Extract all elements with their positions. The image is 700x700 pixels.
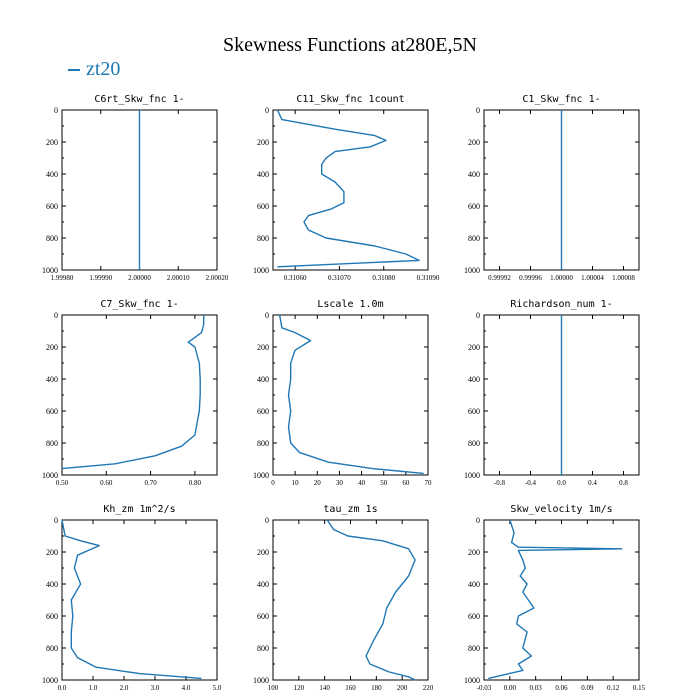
y-tick-label: 600	[468, 407, 480, 416]
y-tick-label: 200	[46, 343, 58, 352]
x-tick-label: 0.99996	[519, 274, 542, 282]
subplot-5	[253, 299, 432, 487]
y-tick-label: 600	[257, 612, 269, 621]
y-tick-label: 200	[468, 138, 480, 147]
series-line	[280, 315, 424, 473]
y-tick-label: 200	[468, 548, 480, 557]
y-tick-label: 1000	[253, 266, 269, 275]
legend-label: zt20	[86, 58, 121, 80]
subplot-title: Lscale 1.0m	[317, 299, 384, 310]
y-tick-label: 800	[468, 234, 480, 243]
y-tick-label: 400	[257, 170, 269, 179]
y-tick-label: 1000	[253, 676, 269, 685]
y-tick-label: 400	[46, 375, 58, 384]
x-tick-label: 1.00004	[581, 274, 604, 282]
x-tick-label: 0.31090	[416, 274, 440, 282]
x-tick-label: 30	[335, 479, 343, 487]
y-tick-label: 0	[476, 311, 480, 320]
y-tick-label: 0	[54, 516, 58, 525]
subplot-1	[42, 94, 229, 282]
y-tick-label: 800	[257, 644, 269, 653]
x-tick-label: 0.0	[557, 479, 566, 487]
y-tick-label: 600	[468, 612, 480, 621]
x-tick-label: 0.03	[529, 684, 542, 692]
subplot-7	[42, 504, 222, 692]
x-tick-label: 0.15	[632, 684, 646, 692]
y-tick-label: 400	[257, 580, 269, 589]
series-line	[488, 520, 622, 678]
y-tick-label: 800	[46, 644, 58, 653]
x-tick-label: 0.60	[100, 479, 113, 487]
y-tick-label: 0	[265, 311, 269, 320]
y-tick-label: 600	[257, 202, 269, 211]
x-tick-label: 0.80	[188, 479, 201, 487]
x-tick-label: 2.00000	[128, 274, 151, 282]
x-tick-label: 0.4	[588, 479, 597, 487]
y-tick-label: 800	[46, 234, 58, 243]
y-tick-label: 800	[257, 234, 269, 243]
x-tick-label: 120	[293, 684, 305, 692]
x-tick-label: 1.99980	[50, 274, 74, 282]
y-tick-label: 200	[257, 138, 269, 147]
subplot-6	[464, 299, 639, 487]
x-tick-label: 0.50	[55, 479, 69, 487]
subplot-title: tau_zm 1s	[323, 504, 378, 515]
y-tick-label: 800	[257, 439, 269, 448]
y-tick-label: 200	[46, 138, 58, 147]
series-line	[62, 315, 204, 469]
y-tick-label: 400	[46, 170, 58, 179]
x-tick-label: 0.70	[144, 479, 157, 487]
y-tick-label: 400	[468, 170, 480, 179]
plot-frame	[484, 520, 639, 680]
x-tick-label: 0.99992	[488, 274, 511, 282]
y-tick-label: 600	[46, 202, 58, 211]
y-tick-label: 0	[54, 106, 58, 115]
x-tick-label: 0.09	[581, 684, 594, 692]
y-tick-label: 400	[257, 375, 269, 384]
y-tick-label: 800	[468, 644, 480, 653]
x-tick-label: 70	[424, 479, 432, 487]
plot-frame	[273, 110, 428, 270]
y-tick-label: 600	[46, 407, 58, 416]
y-tick-label: 600	[257, 407, 269, 416]
x-tick-label: 1.00008	[612, 274, 635, 282]
x-tick-label: 2.00020	[205, 274, 229, 282]
series-line	[327, 520, 415, 680]
subplot-3	[464, 94, 639, 282]
figure-title: Skewness Functions at280E,5N	[223, 34, 477, 56]
x-tick-label: 100	[267, 684, 279, 692]
subplot-4	[42, 299, 217, 487]
x-tick-label: 5.0	[212, 684, 222, 692]
x-tick-label: -0.8	[493, 479, 506, 487]
y-tick-label: 0	[476, 106, 480, 115]
x-tick-label: 3.0	[150, 684, 160, 692]
y-tick-label: 1000	[464, 266, 480, 275]
x-tick-label: 0.31080	[372, 274, 396, 282]
subplot-2	[253, 94, 440, 282]
y-tick-label: 400	[46, 580, 58, 589]
x-tick-label: 0.31070	[328, 274, 351, 282]
y-tick-label: 1000	[464, 676, 480, 685]
y-tick-label: 200	[257, 548, 269, 557]
x-tick-label: 2.0	[119, 684, 129, 692]
y-tick-label: 0	[265, 516, 269, 525]
y-tick-label: 1000	[42, 266, 58, 275]
series-line	[62, 520, 202, 678]
y-tick-label: 200	[468, 343, 480, 352]
x-tick-label: 180	[371, 684, 382, 692]
subplot-title: Richardson_num 1-	[510, 299, 613, 310]
y-tick-label: 200	[46, 548, 58, 557]
series-line	[277, 110, 419, 267]
y-tick-label: 600	[468, 202, 480, 211]
y-tick-label: 1000	[464, 471, 480, 480]
x-tick-label: 220	[422, 684, 434, 692]
subplot-9	[464, 504, 646, 692]
x-tick-label: 1.99990	[89, 274, 113, 282]
x-tick-label: 50	[380, 479, 388, 487]
y-tick-label: 400	[468, 580, 480, 589]
x-tick-label: 140	[319, 684, 330, 692]
x-tick-label: 10	[291, 479, 299, 487]
x-tick-label: 200	[396, 684, 408, 692]
x-tick-label: 1.0	[88, 684, 98, 692]
y-tick-label: 800	[46, 439, 58, 448]
plot-frame	[62, 520, 217, 680]
y-tick-label: 1000	[42, 471, 58, 480]
y-tick-label: 200	[257, 343, 269, 352]
x-tick-label: 60	[402, 479, 410, 487]
x-tick-label: 40	[358, 479, 366, 487]
subplot-title: Kh_zm 1m^2/s	[103, 504, 176, 515]
y-tick-label: 0	[476, 516, 480, 525]
x-tick-label: 1.00000	[550, 274, 573, 282]
y-tick-label: 600	[46, 612, 58, 621]
x-tick-label: 160	[345, 684, 356, 692]
subplot-title: C6rt_Skw_fnc 1-	[94, 94, 185, 105]
y-tick-label: 0	[265, 106, 269, 115]
subplot-title: C11_Skw_fnc 1count	[296, 94, 405, 105]
x-tick-label: 4.0	[181, 684, 191, 692]
subplot-title: Skw_velocity 1m/s	[510, 504, 613, 515]
y-tick-label: 1000	[253, 471, 269, 480]
x-tick-label: 0.06	[555, 684, 568, 692]
x-tick-label: 0.8	[619, 479, 628, 487]
x-tick-label: 0	[271, 479, 275, 487]
x-tick-label: 0.31060	[283, 274, 307, 282]
plot-frame	[273, 520, 428, 680]
subplot-title: C1_Skw_fnc 1-	[522, 94, 601, 105]
x-tick-label: -0.4	[524, 479, 537, 487]
x-tick-label: -0.03	[476, 684, 492, 692]
subplot-8	[253, 504, 434, 692]
plot-frame	[273, 315, 428, 475]
x-tick-label: 20	[313, 479, 321, 487]
subplot-title: C7_Skw_fnc 1-	[100, 299, 179, 310]
x-tick-label: 2.00010	[166, 274, 190, 282]
y-tick-label: 800	[468, 439, 480, 448]
y-tick-label: 1000	[42, 676, 58, 685]
x-tick-label: 0.00	[503, 684, 516, 692]
y-tick-label: 0	[54, 311, 58, 320]
x-tick-label: 0.0	[57, 684, 67, 692]
y-tick-label: 400	[468, 375, 480, 384]
x-tick-label: 0.12	[607, 684, 620, 692]
